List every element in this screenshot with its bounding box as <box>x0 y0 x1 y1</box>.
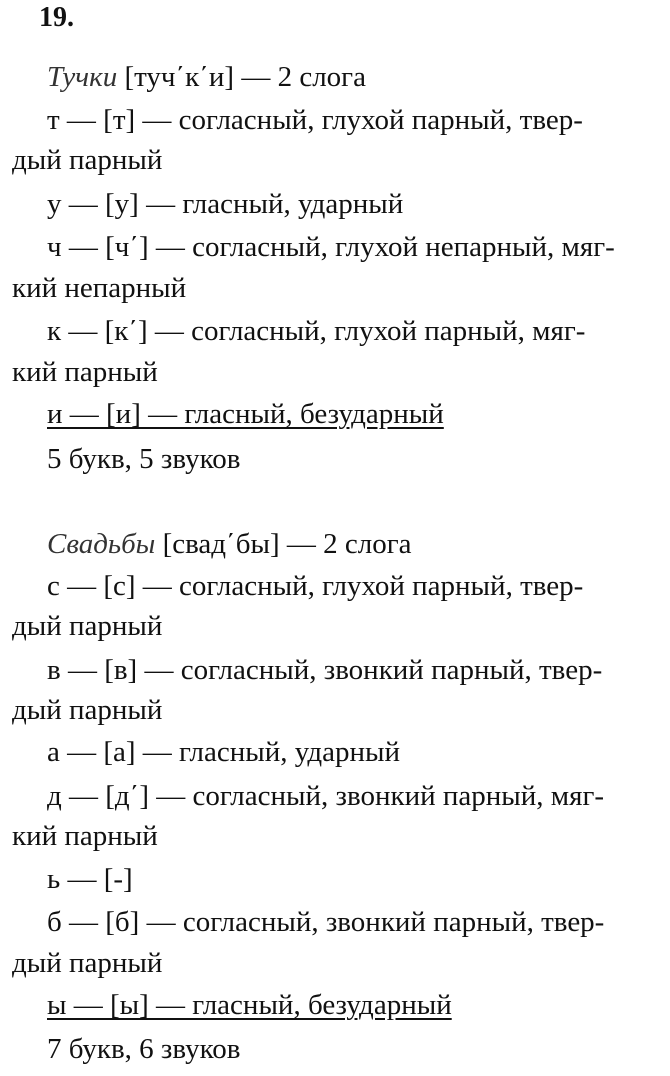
word-header-svadby <box>47 527 411 561</box>
sound-line-i: и — [и] — гласный, безударный <box>47 398 444 430</box>
sound-line-d-1: д — [д΄] — согласный, звонкий парный, мяг- <box>47 780 605 812</box>
sound-line-b-2: дый парный <box>12 947 163 979</box>
transcription-tuchki: [туч΄к΄и] — 2 слога <box>117 61 366 93</box>
sound-line-v-2: дый парный <box>12 694 163 726</box>
sound-line-v-1: в — [в] — согласный, звонкий парный, твер- <box>47 654 603 686</box>
sound-line-t-2: дый парный <box>12 144 163 176</box>
sound-line-ch-2: кий непарный <box>12 272 187 304</box>
exercise-number: 19. <box>39 2 74 33</box>
sound-line-t-1: т — [т] — согласный, глухой парный, твер- <box>47 104 583 136</box>
sound-line-s-1: с — [с] — согласный, глухой парный, твер- <box>47 570 584 602</box>
transcription-svadby: [свад΄бы] — 2 слога <box>155 528 412 560</box>
sound-line-ch-1: ч — [ч΄] — согласный, глухой непарный, мяг- <box>47 231 615 263</box>
sound-line-k-2: кий парный <box>12 356 158 388</box>
sound-line-k-1: к — [к΄] — согласный, глухой парный, мяг- <box>47 315 586 347</box>
word-svadby: Свадьбы <box>47 528 156 560</box>
summary-tuchki: 5 букв, 5 звуков <box>47 443 241 475</box>
sound-line-d-2: кий парный <box>12 820 158 852</box>
sound-line-y: ы — [ы] — гласный, безударный <box>47 989 452 1021</box>
sound-line-s-2: дый парный <box>12 610 163 642</box>
word-tuchki: Тучки <box>47 61 118 93</box>
sound-line-b-1: б — [б] — согласный, звонкий парный, твер- <box>47 906 605 938</box>
sound-line-soft-sign: ь — [-] <box>47 863 133 895</box>
summary-svadby: 7 букв, 6 звуков <box>47 1033 241 1065</box>
word-header-tuchki <box>47 60 366 94</box>
sound-line-u: у — [у] — гласный, ударный <box>47 188 404 220</box>
sound-line-a: а — [а] — гласный, ударный <box>47 736 401 768</box>
